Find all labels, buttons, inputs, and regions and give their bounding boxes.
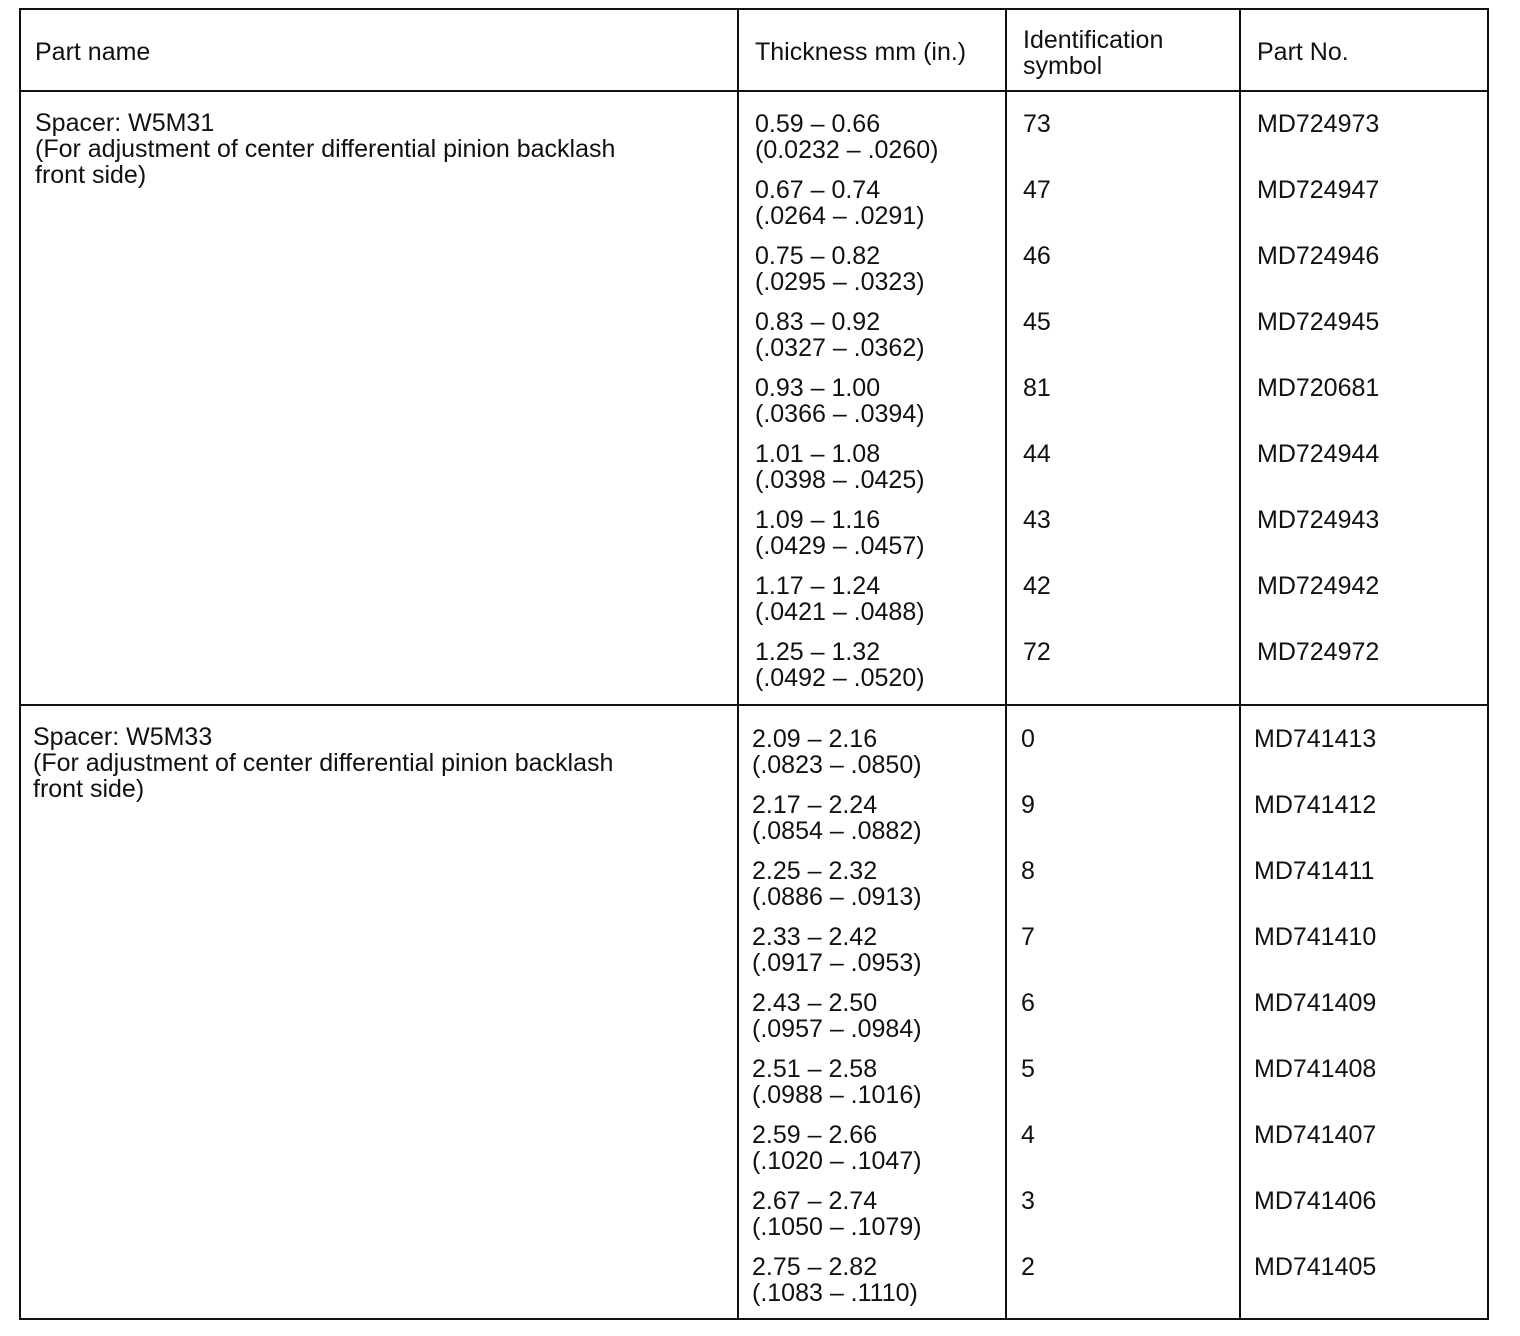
thickness-inch: (.1083 – .1110) bbox=[752, 1279, 918, 1307]
part-note-line2: front side) bbox=[35, 161, 147, 189]
identification-symbol-cell: 5 bbox=[1021, 1055, 1035, 1083]
thickness-inch: (.0492 – .0520) bbox=[755, 664, 925, 692]
thickness-mm: 2.17 – 2.24 bbox=[752, 791, 878, 819]
thickness-inch: (.0988 – .1016) bbox=[752, 1081, 922, 1109]
column-divider-1 bbox=[737, 10, 739, 1318]
identification-symbol-cell: 4 bbox=[1021, 1121, 1035, 1149]
thickness-cell bbox=[752, 726, 922, 778]
thickness-cell bbox=[752, 1188, 922, 1240]
header-identification-symbol bbox=[1023, 27, 1163, 79]
thickness-cell bbox=[755, 243, 925, 295]
thickness-mm: 2.43 – 2.50 bbox=[752, 989, 878, 1017]
thickness-inch: (.0823 – .0850) bbox=[752, 751, 922, 779]
part-note-line1: (For adjustment of center differential pinion backlash bbox=[35, 135, 616, 163]
header-identification-line2: symbol bbox=[1023, 52, 1103, 80]
thickness-cell bbox=[755, 375, 925, 427]
thickness-inch: (.0295 – .0323) bbox=[755, 268, 925, 296]
thickness-mm: 0.93 – 1.00 bbox=[755, 374, 881, 402]
part-number-cell: MD724946 bbox=[1257, 242, 1380, 270]
thickness-cell bbox=[755, 639, 925, 691]
part-number-cell: MD724947 bbox=[1257, 176, 1380, 204]
thickness-mm: 2.33 – 2.42 bbox=[752, 923, 878, 951]
part-number-cell: MD741412 bbox=[1254, 791, 1377, 819]
spacer-spec-table bbox=[19, 8, 1489, 1320]
thickness-cell bbox=[752, 858, 922, 910]
thickness-inch: (.1020 – .1047) bbox=[752, 1147, 922, 1175]
part-name: Spacer: W5M33 bbox=[33, 723, 213, 751]
part-number-cell: MD724943 bbox=[1257, 506, 1380, 534]
part-number-cell: MD741408 bbox=[1254, 1055, 1377, 1083]
identification-symbol-cell: 2 bbox=[1021, 1253, 1035, 1281]
thickness-cell bbox=[755, 111, 938, 163]
identification-symbol-cell: 46 bbox=[1023, 242, 1051, 270]
part-note-line2: front side) bbox=[33, 775, 145, 803]
identification-symbol-cell: 42 bbox=[1023, 572, 1051, 600]
thickness-cell bbox=[752, 990, 922, 1042]
identification-symbol-cell: 72 bbox=[1023, 638, 1051, 666]
part-number-cell: MD741411 bbox=[1254, 857, 1375, 885]
identification-symbol-cell: 47 bbox=[1023, 176, 1051, 204]
part-number-cell: MD741413 bbox=[1254, 725, 1377, 753]
part-name: Spacer: W5M31 bbox=[35, 109, 215, 137]
thickness-mm: 2.09 – 2.16 bbox=[752, 725, 878, 753]
part-number-cell: MD741407 bbox=[1254, 1121, 1377, 1149]
thickness-cell bbox=[755, 507, 925, 559]
thickness-cell bbox=[755, 177, 925, 229]
identification-symbol-cell: 81 bbox=[1023, 374, 1051, 402]
thickness-mm: 1.25 – 1.32 bbox=[755, 638, 881, 666]
thickness-inch: (.0886 – .0913) bbox=[752, 883, 922, 911]
thickness-cell bbox=[752, 1122, 922, 1174]
thickness-mm: 1.01 – 1.08 bbox=[755, 440, 881, 468]
header-part-name: Part name bbox=[35, 38, 151, 66]
identification-symbol-cell: 9 bbox=[1021, 791, 1035, 819]
thickness-inch: (.1050 – .1079) bbox=[752, 1213, 922, 1241]
part-number-cell: MD724945 bbox=[1257, 308, 1380, 336]
thickness-inch: (.0327 – .0362) bbox=[755, 334, 925, 362]
part-number-cell: MD724944 bbox=[1257, 440, 1380, 468]
thickness-inch: (.0957 – .0984) bbox=[752, 1015, 922, 1043]
identification-symbol-cell: 7 bbox=[1021, 923, 1035, 951]
part-number-cell: MD724942 bbox=[1257, 572, 1380, 600]
thickness-inch: (.0429 – .0457) bbox=[755, 532, 925, 560]
thickness-cell bbox=[752, 1254, 918, 1306]
thickness-mm: 2.51 – 2.58 bbox=[752, 1055, 878, 1083]
part-number-cell: MD741410 bbox=[1254, 923, 1377, 951]
identification-symbol-cell: 43 bbox=[1023, 506, 1051, 534]
thickness-mm: 2.75 – 2.82 bbox=[752, 1253, 878, 1281]
header-divider bbox=[21, 90, 1487, 92]
thickness-cell bbox=[755, 441, 925, 493]
thickness-mm: 0.83 – 0.92 bbox=[755, 308, 881, 336]
identification-symbol-cell: 3 bbox=[1021, 1187, 1035, 1215]
thickness-cell bbox=[752, 1056, 922, 1108]
thickness-inch: (.0398 – .0425) bbox=[755, 466, 925, 494]
thickness-mm: 0.67 – 0.74 bbox=[755, 176, 881, 204]
identification-symbol-cell: 0 bbox=[1021, 725, 1035, 753]
thickness-inch: (0.0232 – .0260) bbox=[755, 136, 939, 164]
group-part-name-w5m31 bbox=[35, 110, 615, 188]
header-part-no: Part No. bbox=[1257, 38, 1349, 66]
group-part-name-w5m33 bbox=[33, 724, 613, 802]
group-divider bbox=[21, 704, 1487, 706]
part-number-cell: MD741406 bbox=[1254, 1187, 1377, 1215]
thickness-inch: (.0854 – .0882) bbox=[752, 817, 922, 845]
identification-symbol-cell: 8 bbox=[1021, 857, 1035, 885]
thickness-inch: (.0366 – .0394) bbox=[755, 400, 925, 428]
thickness-cell bbox=[755, 309, 925, 361]
thickness-mm: 2.25 – 2.32 bbox=[752, 857, 878, 885]
part-number-cell: MD724973 bbox=[1257, 110, 1380, 138]
thickness-mm: 0.75 – 0.82 bbox=[755, 242, 881, 270]
header-identification-line1: Identification bbox=[1023, 26, 1164, 54]
identification-symbol-cell: 45 bbox=[1023, 308, 1051, 336]
thickness-cell bbox=[752, 792, 922, 844]
part-number-cell: MD741409 bbox=[1254, 989, 1377, 1017]
thickness-mm: 1.09 – 1.16 bbox=[755, 506, 881, 534]
thickness-mm: 2.59 – 2.66 bbox=[752, 1121, 878, 1149]
part-number-cell: MD741405 bbox=[1254, 1253, 1377, 1281]
thickness-inch: (.0264 – .0291) bbox=[755, 202, 925, 230]
part-number-cell: MD720681 bbox=[1257, 374, 1380, 402]
header-thickness: Thickness mm (in.) bbox=[755, 38, 967, 66]
identification-symbol-cell: 73 bbox=[1023, 110, 1051, 138]
part-note-line1: (For adjustment of center differential pinion backlash bbox=[33, 749, 614, 777]
thickness-inch: (.0421 – .0488) bbox=[755, 598, 925, 626]
thickness-mm: 0.59 – 0.66 bbox=[755, 110, 881, 138]
part-number-cell: MD724972 bbox=[1257, 638, 1380, 666]
thickness-mm: 2.67 – 2.74 bbox=[752, 1187, 878, 1215]
column-divider-2 bbox=[1005, 10, 1007, 1318]
thickness-inch: (.0917 – .0953) bbox=[752, 949, 922, 977]
thickness-mm: 1.17 – 1.24 bbox=[755, 572, 881, 600]
identification-symbol-cell: 44 bbox=[1023, 440, 1051, 468]
thickness-cell bbox=[755, 573, 925, 625]
thickness-cell bbox=[752, 924, 922, 976]
column-divider-3 bbox=[1239, 10, 1241, 1318]
identification-symbol-cell: 6 bbox=[1021, 989, 1035, 1017]
